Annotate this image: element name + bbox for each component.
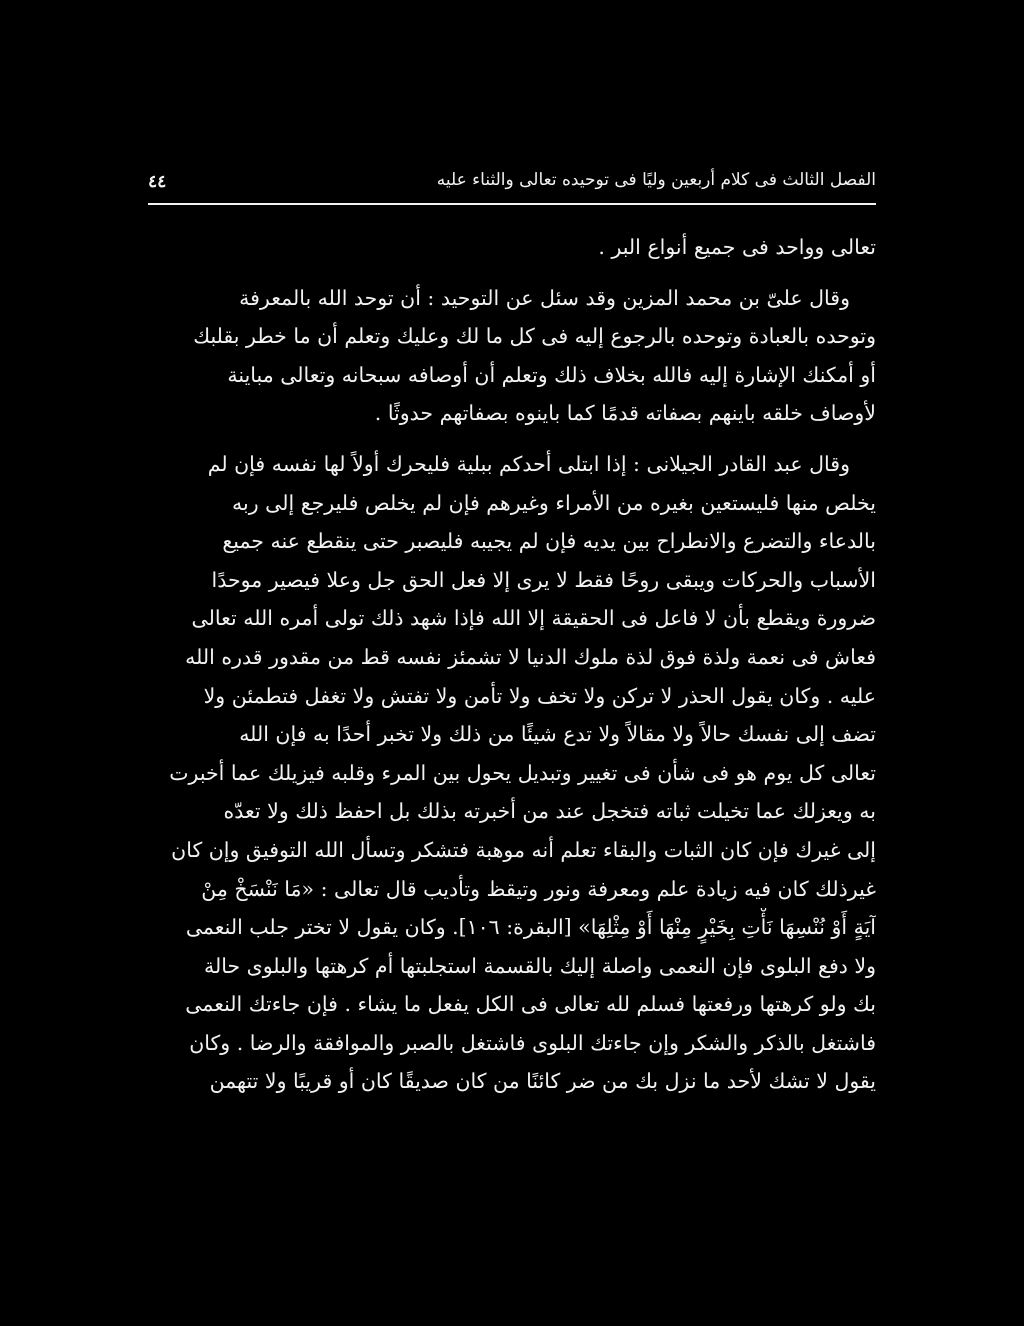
- text-line: به ويعزلك عما تخيلت ثباته فتخجل عند من أخبرته بذلك بل احفظ ذلك ولا تعدّه: [223, 799, 876, 824]
- text-line: وقال عبد القادر الجيلانى : إذا ابتلى أحدكم ببلية فليحرك أولاً لها نفسه فإن لم: [207, 451, 850, 476]
- text-line: ضرورة ويقطع بأن لا فاعل فى الحقيقة إلا الله فإذا شهد ذلك تولى أمره الله تعالى: [191, 606, 876, 631]
- quran-verse-line: آيَةٍ أَوْ نُنْسِهَا نَأْتِ بِخَيْرٍ مِنْهَا أَوْ مِثْلِهَا» [البقرة: ١٠٦]. وكان يقول لا تختر جلب النعمى: [185, 915, 876, 940]
- text-line: فاشتغل بالذكر والشكر وإن جاءتك البلوى فاشتغل بالصبر والموافقة والرضا . وكان: [189, 1030, 876, 1055]
- text-line: بالدعاء والتضرع والانطراح بين يديه فإن لم يجيبه فليصبر حتى ينقطع عنه جميع: [222, 529, 876, 554]
- text-line: تضف إلى نفسك حالاً ولا مقالاً ولا تدع شيئًا من ذلك ولا تخبر أحدًا به فإن الله: [239, 722, 876, 747]
- text-line: الأسباب والحركات ويبقى روحًا فقط لا يرى إلا فعل الحق جل وعلا فيصير موحدًا: [211, 567, 876, 592]
- header-divider: [148, 203, 876, 205]
- chapter-title: الفصل الثالث فى كلام أربعين وليًا فى توحيده تعالى والثناء عليه: [436, 170, 876, 190]
- text-line: وقال علىّ بن محمد المزين وقد سئل عن التوحيد : أن توحد الله بالمعرفة: [239, 285, 850, 310]
- text-line: يقول لا تشك لأحد ما نزل بك من ضر كائنًا من كان صديقًا كان أو قريبًا ولا تتهمن: [209, 1069, 876, 1094]
- text-line: وتوحده بالعبادة وتوحده بالرجوع إليه فى كل ما لك وعليك وتعلم أن ما خطر بقلبك: [193, 324, 876, 349]
- page-number: ٤٤: [148, 172, 167, 192]
- paragraph-gap: [148, 433, 876, 445]
- text-line: إلى غيرك فإن كان الثبات والبقاء تعلم أنه موهبة فتشكر وتسأل الله التوفيق وإن كان: [171, 837, 876, 862]
- body-text: [148, 228, 876, 1101]
- running-header: [148, 168, 876, 200]
- text-line: لأوصاف خلقه باينهم بصفاته قدمًا كما باينوه بصفاتهم حدوثًا .: [374, 401, 876, 426]
- text-line: فعاش فى نعمة ولذة فوق لذة ملوك الدنيا لا تشمئز نفسه قط من مقدور قدره الله: [185, 644, 876, 669]
- text-line: بك ولو كرهتها ورفعتها فسلم لله تعالى فى الكل يفعل ما يشاء . فإن جاءتك النعمى: [185, 992, 876, 1017]
- text-line: عليه . وكان يقول الحذر لا تركن ولا تخف ولا تأمن ولا تفتش ولا تغفل فتطمئن ولا: [203, 683, 876, 708]
- text-line: أو أمكنك الإشارة إليه فالله بخلاف ذلك وتعلم أن أوصافه سبحانه وتعالى مباينة: [227, 362, 876, 387]
- text-line: تعالى وواحد فى جميع أنواع البر .: [598, 235, 876, 259]
- paragraph-gap: [148, 267, 876, 279]
- text-line: غيرذلك كان فيه زيادة علم ومعرفة ونور وتيقظ وتأديب قال تعالى : «مَا نَنْسَخْ مِنْ: [201, 876, 876, 901]
- text-line: يخلص منها فليستعين بغيره من الأمراء وغيرهم فإن لم يخلص فليرجع إلى ربه: [232, 490, 876, 515]
- text-line: تعالى كل يوم هو فى شأن فى تغيير وتبديل يحول بين المرء وقلبه فيزيلك عما أخبرت: [169, 760, 876, 785]
- text-line: ولا دفع البلوى فإن النعمى واصلة إليك بالقسمة استجلبتها أم كرهتها والبلوى حالة: [203, 953, 876, 978]
